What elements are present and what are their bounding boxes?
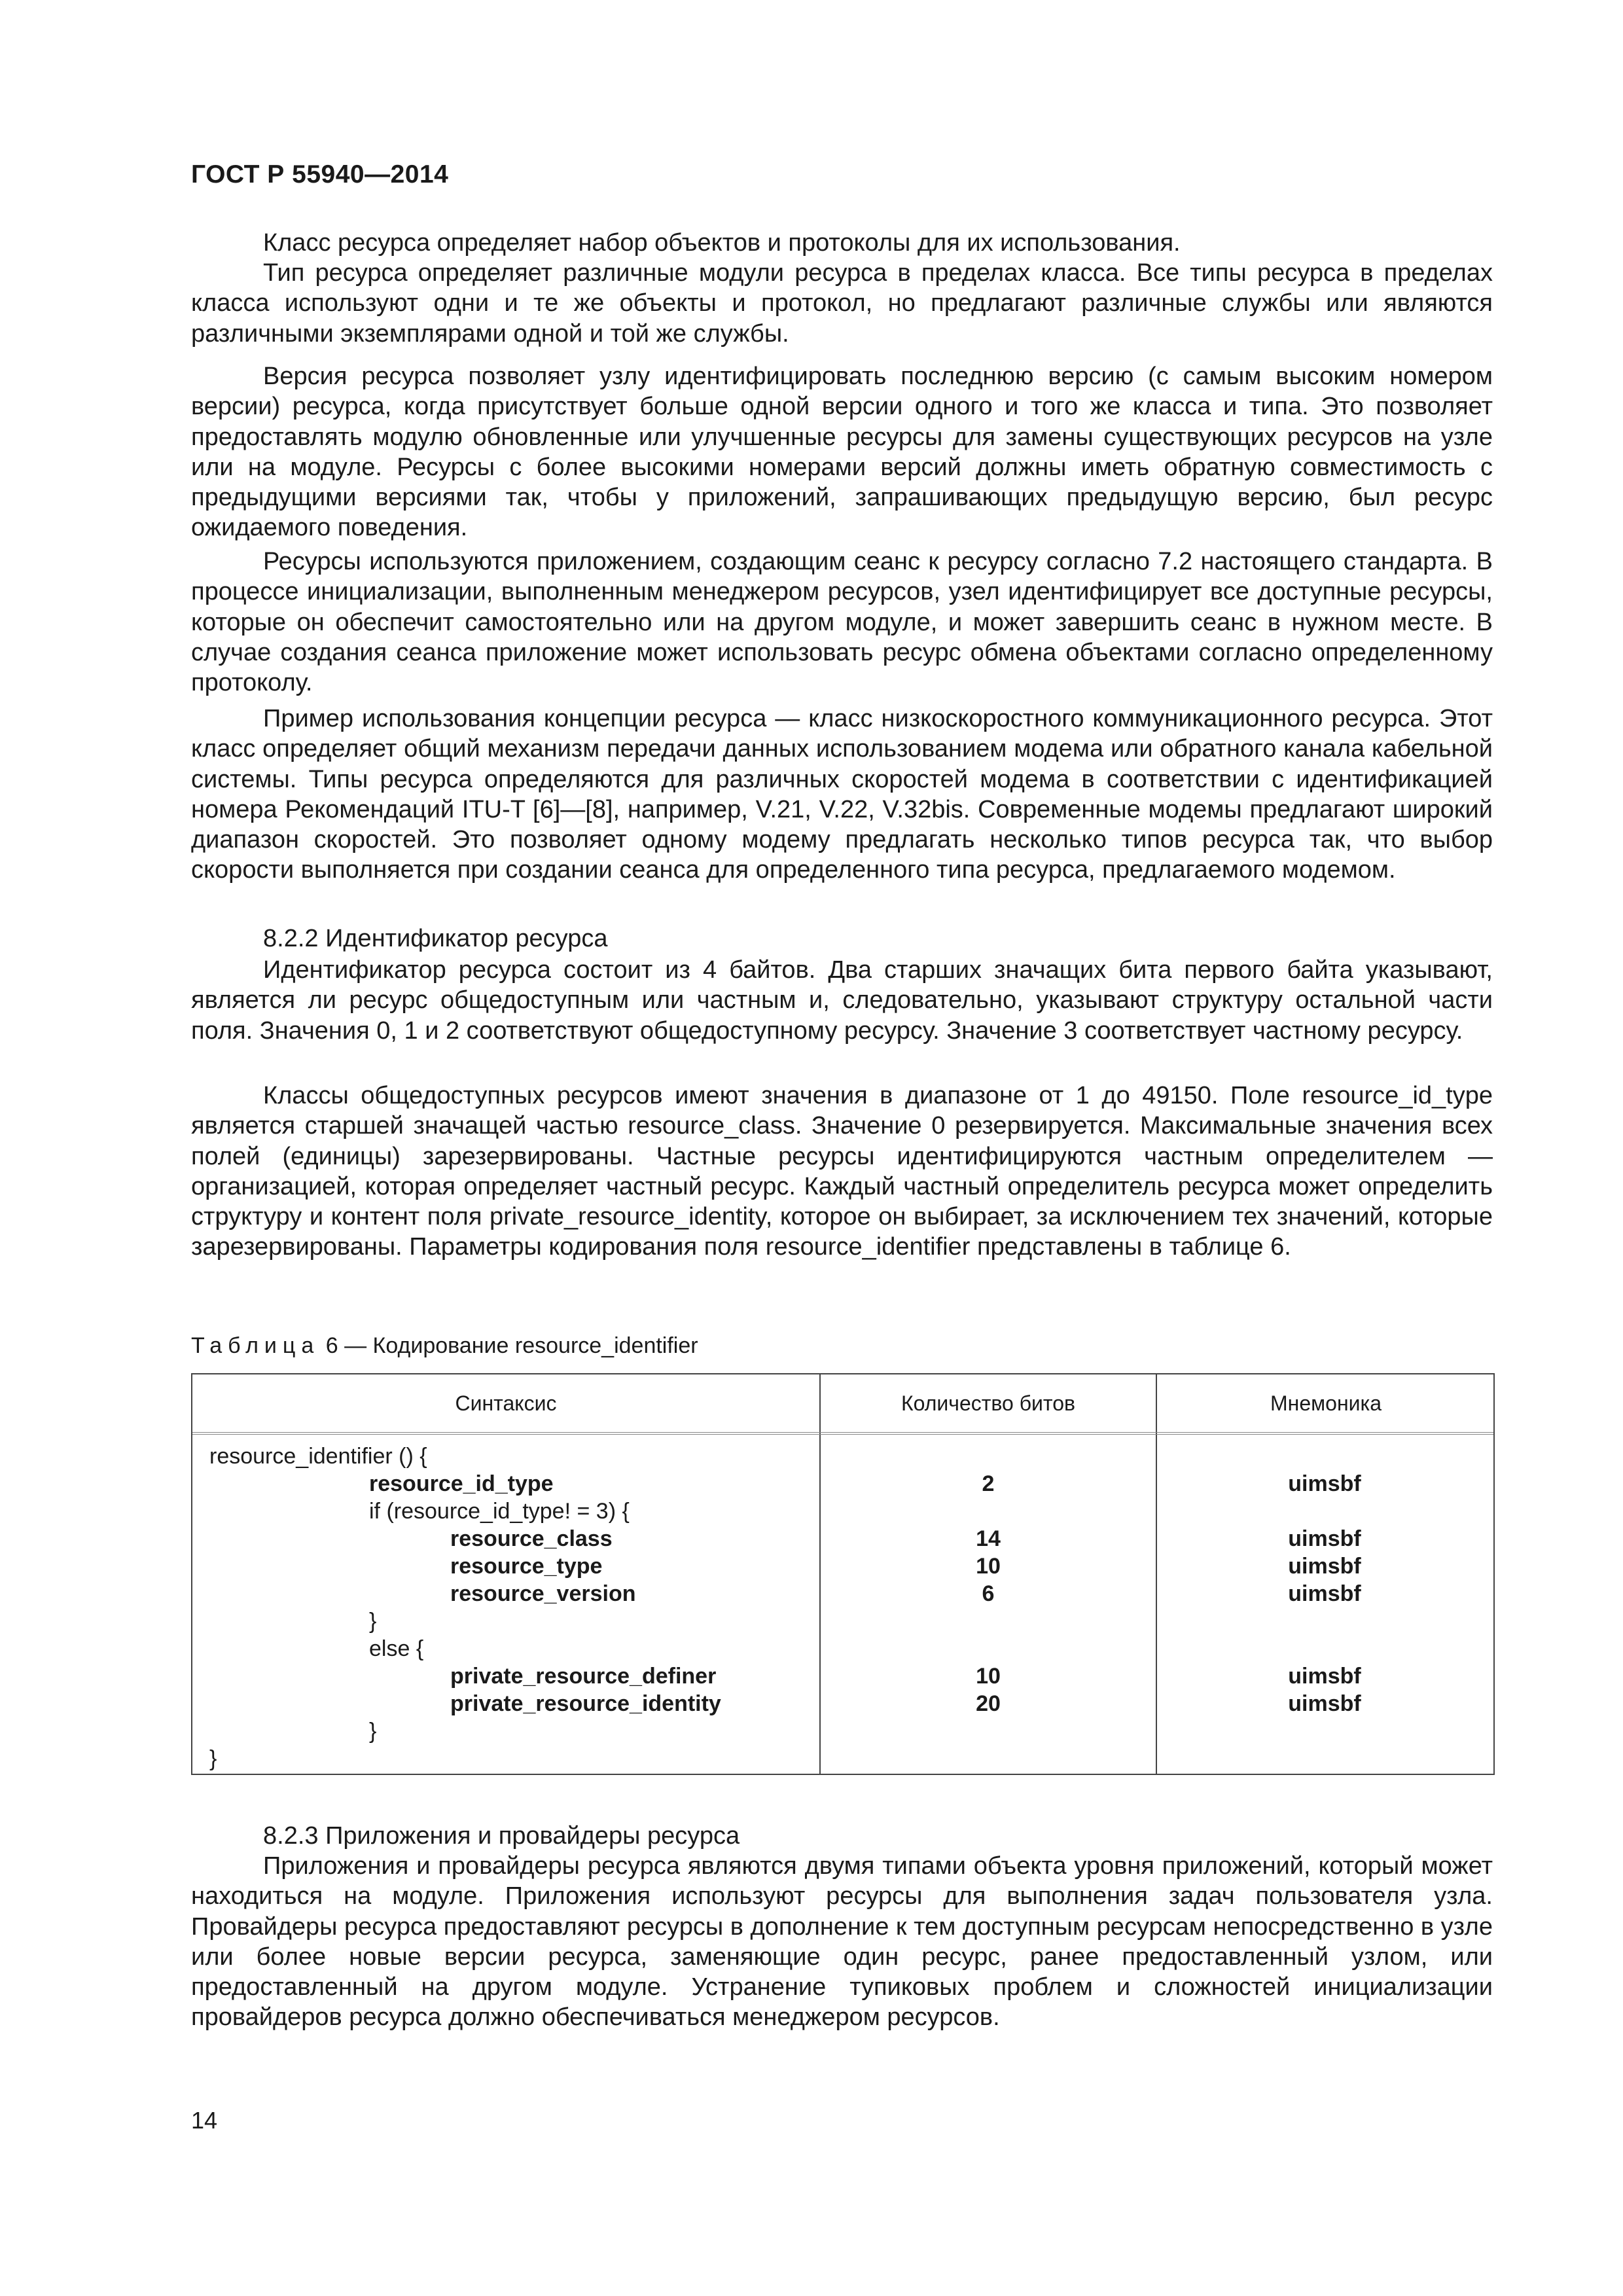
- syntax-line: else {: [369, 1636, 424, 1661]
- mnemonic: uimsbf: [1288, 1664, 1361, 1689]
- header-syntax: Синтаксис: [455, 1391, 557, 1415]
- mnemonic: uimsbf: [1288, 1471, 1361, 1496]
- bit-count: 10: [976, 1554, 1001, 1579]
- section-8-2-2-heading: 8.2.2 Идентификатор ресурса: [263, 925, 608, 952]
- syntax-line: }: [369, 1719, 377, 1744]
- paragraph-identifier-structure: Идентификатор ресурса состоит из 4 байтов. Два старших значащих бита первого байта указывают, является ли ресурс общедоступным или частным и, следовательно, указывают структуру остальной части поля. Значения 0, 1 и 2 соответствуют общедоступному ресурсу. Значение 3 соответствует частному ресурсу.: [191, 956, 1493, 1045]
- syntax-line: }: [209, 1746, 217, 1771]
- syntax-field: resource_version: [450, 1581, 636, 1606]
- syntax-field: resource_type: [450, 1554, 603, 1579]
- syntax-field: resource_class: [450, 1526, 613, 1551]
- syntax-line: resource_identifier () {: [209, 1444, 427, 1469]
- paragraph-resource-type: Тип ресурса определяет различные модули ресурса в пределах класса. Все типы ресурса в пределах класса используют одни и те же объекты и протокол, но предлагают различные службы или являются различными экземплярами одной и той же службы.: [191, 259, 1493, 348]
- resource-identifier-table: [191, 1373, 1495, 1775]
- syntax-field: resource_id_type: [369, 1471, 554, 1496]
- syntax-field: private_resource_identity: [450, 1691, 721, 1716]
- mnemonic: uimsbf: [1288, 1554, 1361, 1579]
- syntax-line: }: [369, 1609, 377, 1634]
- syntax-line: if (resource_id_type! = 3) {: [369, 1499, 630, 1524]
- bit-count: 10: [976, 1664, 1001, 1689]
- paragraph-identifier-classes: Классы общедоступных ресурсов имеют значения в диапазоне от 1 до 49150. Поле resource_id_type является старшей значащей частью resource_class. Значение 0 резервируется. Максимальные значения всех полей (единицы) зарезервированы. Частные ресурсы идентифицируются частным определителем — организацией, которая определяет частный ресурс. Каждый частный определитель ресурса может определить структуру и контент поля private_resource_identity, которое он выбирает, за исключением тех значений, которые зарезервированы. Параметры кодирования поля resource_identifier представлены в таблице 6.: [191, 1082, 1493, 1261]
- page-number: 14: [191, 2107, 218, 2134]
- bit-count: 2: [982, 1471, 995, 1496]
- bit-count: 14: [976, 1526, 1001, 1551]
- paragraph-applications-providers: Приложения и провайдеры ресурса являются двумя типами объекта уровня приложений, который может находиться на модуле. Приложения используют ресурсы для выполнения задач пользователя узла. Провайдеры ресурса предоставляют ресурсы в дополнение к тем доступным ресурсам непосредственно в узле или более новые версии ресурса, заменяющие один ресурс, ранее предоставленный узлом, или предоставленный на другом модуле. Устранение тупиковых проблем и сложностей инициализации провайдеров ресурса должно обеспечиваться менеджером ресурсов.: [191, 1852, 1493, 2032]
- section-8-2-3-heading: 8.2.3 Приложения и провайдеры ресурса: [263, 1822, 740, 1850]
- bit-count: 6: [982, 1581, 995, 1606]
- table-header-divider: [192, 1432, 1493, 1435]
- document-header: ГОСТ Р 55940—2014: [191, 160, 449, 188]
- header-bit-count: Количество битов: [901, 1391, 1076, 1415]
- mnemonic: uimsbf: [1288, 1526, 1361, 1551]
- table-caption-label: Таблица: [191, 1333, 320, 1358]
- mnemonic: uimsbf: [1288, 1691, 1361, 1716]
- paragraph-resource-usage: Ресурсы используются приложением, создающим сеанс к ресурсу согласно 7.2 настоящего стандарта. В процессе инициализации, выполненным менеджером ресурсов, узел идентифицирует все доступные ресурсы, которые он обеспечит самостоятельно или на другом модуле, и может завершить сеанс в нужном месте. В случае создания сеанса приложение может использовать ресурс обмена объектами согласно определенному протоколу.: [191, 548, 1493, 697]
- mnemonic: uimsbf: [1288, 1581, 1361, 1606]
- header-mnemonic: Мнемоника: [1270, 1391, 1382, 1415]
- table-caption: [191, 1332, 698, 1359]
- syntax-field: private_resource_definer: [450, 1664, 717, 1689]
- paragraph-resource-version: Версия ресурса позволяет узлу идентифицировать последнюю версию (с самым высоким номером версии) ресурса, когда присутствует больше одной версии одного и того же класса и типа. Это позволяет предоставлять модулю обновленные или улучшенные ресурсы для замены существующих ресурсов на узле или на модуле. Ресурсы с более высокими номерами версий должны иметь обратную совместимость с предыдущими версиями так, чтобы у приложений, запрашивающих предыдущую версию, был ресурс ожидаемого поведения.: [191, 363, 1493, 542]
- paragraph-resource-class: Класс ресурса определяет набор объектов и протоколы для их использования.: [263, 229, 1181, 257]
- paragraph-resource-example: Пример использования концепции ресурса — класс низкоскоростного коммуникационного ресурса. Этот класс определяет общий механизм передачи данных использованием модема или обратного канала кабельной системы. Типы ресурса определяются для различных скоростей модема в соответствии с идентификацией номера Рекомендаций ITU-T [6]—[8], например, V.21, V.22, V.32bis. Современные модемы предлагают широкий диапазон скоростей. Это позволяет одному модему предлагать несколько типов ресурса так, что выбор скорости выполняется при создании сеанса для определенного типа ресурса, предлагаемого модемом.: [191, 705, 1493, 884]
- table-caption-title: 6 — Кодирование resource_identifier: [319, 1333, 698, 1358]
- bit-count: 20: [976, 1691, 1001, 1716]
